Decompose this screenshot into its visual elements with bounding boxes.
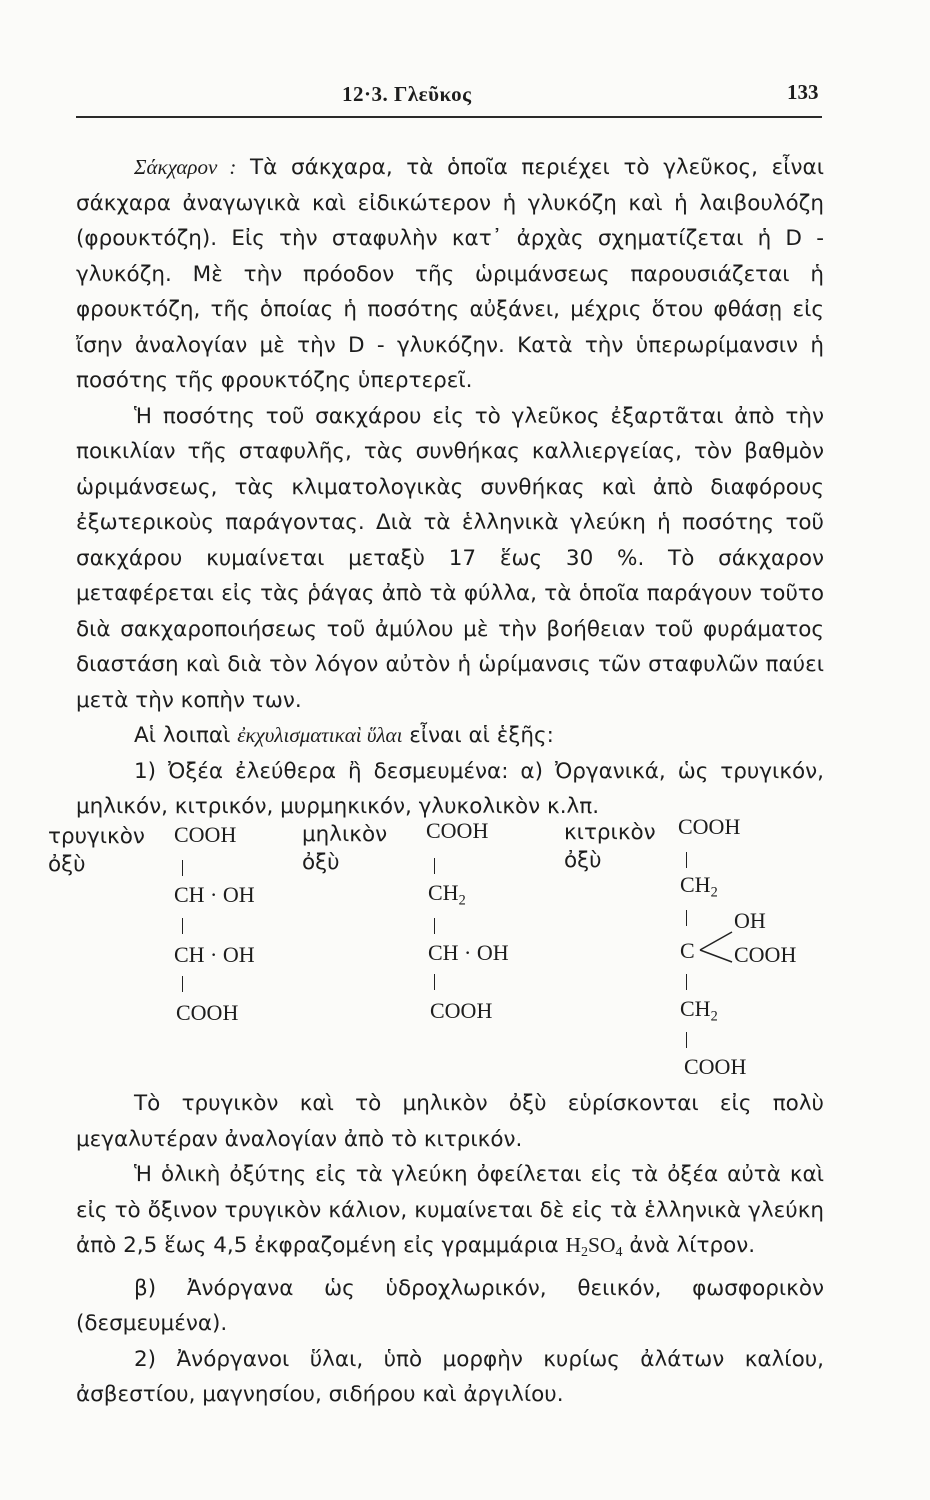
- formula-label: τρυγικὸν: [48, 824, 145, 849]
- formula-group: [680, 872, 718, 905]
- formula-subscript: 4: [615, 1245, 623, 1261]
- paragraph-inorganic-acids: [76, 1271, 824, 1342]
- formula-bond: [686, 910, 687, 926]
- formula-group: CH · OH: [174, 882, 255, 907]
- formula-bond: [182, 976, 183, 992]
- formula-group: COOH: [734, 942, 797, 967]
- page-header: [0, 0, 930, 120]
- formula-label: ὀξὺ: [48, 852, 86, 877]
- body-text-bottom: [76, 1086, 824, 1413]
- formula-label: κιτρικὸν: [564, 820, 656, 845]
- formula-group: CH · OH: [428, 940, 509, 965]
- formula-group: COOH: [430, 998, 493, 1023]
- formula-h2so4: [565, 1233, 623, 1261]
- formula-text: CH: [680, 872, 711, 897]
- formula-bond: [182, 860, 183, 876]
- formula-bond: [686, 974, 687, 990]
- formula-text: H: [565, 1233, 582, 1257]
- paragraph-extract-intro: [76, 718, 824, 754]
- formula-group: OH: [734, 908, 766, 933]
- paragraph-text: Τὸ τρυγικὸν καὶ τὸ μηλικὸν ὀξὺ εὑρίσκονται εἰς πολὺ μεγαλυτέραν ἀναλογίαν ἀπὸ τὸ κιτρικόν.: [76, 1091, 824, 1152]
- structural-formulas: [0, 810, 930, 1080]
- paragraph-italic: ἐκχυλισματικαὶ ὕλαι: [237, 723, 403, 747]
- paragraph-total-acidity: [76, 1157, 824, 1271]
- formula-group: COOH: [684, 1054, 747, 1079]
- formula-text: CH: [680, 996, 711, 1021]
- page-number: 133: [787, 80, 819, 104]
- paragraph-text: Τὰ σάκχαρα, τὰ ὁποῖα περιέχει τὸ γλεῦκος, εἶναι σάκχαρα ἀναγωγικὰ καὶ εἰδικώτερον ἡ γλυκόζη καὶ ἡ λαιβουλόζη (φρουκτόζη). Εἰς τὴν σταφυλὴν κατ᾽ ἀρχὰς σχηματίζεται ἡ D - γλυκόζη. Μὲ τὴν πρόοδον τῆς ὡριμάνσεως παρουσιάζεται ἡ φρουκτόζη, τῆς ὁποίας ἡ ποσότης αὐξάνει, μέχρις ὅτου φθάσῃ εἰς ἴσην ἀναλογίαν μὲ τὴν D - γλυκόζην. Κατὰ τὴν ὑπερωρίμανσιν ἡ ποσότης τῆς φρουκτόζης ὑπερτερεῖ.: [76, 155, 824, 393]
- paragraph-text: Αἱ λοιπαὶ: [134, 723, 238, 748]
- formula-subscript: 2: [710, 884, 718, 901]
- formula-group: [680, 996, 718, 1029]
- paragraph-inorganic-substances: [76, 1342, 824, 1413]
- paragraph-text: 2) Ἀνόργανοι ὕλαι, ὑπὸ μορφὴν κυρίως ἀλάτων καλίου, ἀσβεστίου, μαγνησίου, σιδήρου καὶ ἀργιλίου.: [76, 1346, 824, 1408]
- paragraph-text: ἀνὰ λίτρον.: [622, 1233, 756, 1258]
- formula-text: CH: [428, 880, 459, 905]
- formula-bond: [434, 918, 435, 934]
- formula-group: [428, 880, 466, 913]
- paragraph-sugar-quantity: [76, 399, 824, 719]
- formula-bond: [434, 858, 435, 874]
- formula-group: CH · OH: [174, 942, 255, 967]
- header-rule: [76, 116, 822, 118]
- paragraph-sugar: [76, 150, 824, 399]
- formula-bond: [182, 918, 183, 934]
- paragraph-acid-ratio: [76, 1086, 824, 1157]
- formula-group: COOH: [426, 818, 489, 843]
- formula-label: ὀξὺ: [302, 850, 340, 875]
- formula-branch-bonds: [698, 926, 734, 968]
- paragraph-text: Ἡ ὁλικὴ ὀξύτης εἰς τὰ γλεύκη ὀφείλεται εἰς τὰ ὀξέα αὐτὰ καὶ εἰς τὸ ὄξινον τρυγικὸν κάλιον, κυμαίνεται δὲ εἰς τὰ ἑλληνικὰ γλεύκη ἀπὸ 2,5 ἕως 4,5 ἐκφραζομένη εἰς γραμμάρια: [76, 1162, 824, 1258]
- formula-group: C: [680, 938, 695, 963]
- formula-subscript: 2: [710, 1008, 718, 1025]
- formula-subscript: 2: [581, 1245, 589, 1261]
- formula-group: COOH: [678, 814, 741, 839]
- paragraph-text: εἶναι αἱ ἑξῆς:: [402, 723, 554, 748]
- formula-bond: [686, 852, 687, 868]
- formula-label: ὀξὺ: [564, 848, 602, 873]
- formula-group: COOH: [176, 1000, 239, 1025]
- paragraph-text: β) Ἀνόργανα ὡς ὑδροχλωρικόν, θειικόν, φωσφορικὸν (δεσμευμένα).: [76, 1275, 824, 1337]
- paragraph-lead-italic: Σάκχαρον :: [134, 155, 237, 179]
- formula-bond: [686, 1032, 687, 1048]
- paragraph-text: 1) Ὀξέα ἐλεύθερα ἢ δεσμευμένα: α) Ὀργανικά, ὡς τρυγικόν, μηλικόν, κιτρικόν, μυρμηκικόν, γλυκολικὸν κ.λπ.: [76, 758, 824, 819]
- formula-subscript: 2: [458, 892, 466, 909]
- formula-bond: [434, 974, 435, 990]
- formula-text: SO: [588, 1233, 616, 1257]
- running-title: 12·3. Γλεῦκος: [342, 82, 472, 106]
- body-text-top: [76, 150, 824, 825]
- paragraph-text: Ἡ ποσότης τοῦ σακχάρου εἰς τὸ γλεῦκος ἐξαρτᾶται ἀπὸ τὴν ποικιλίαν τῆς σταφυλῆς, τὰς συνθήκας καλλιεργείας, τὸν βαθμὸν ὡριμάνσεως, τὰς κλιματολογικὰς συνθήκας καὶ ἀπὸ διαφόρους ἐξωτερικοὺς παράγοντας. Διὰ τὰ ἑλληνικὰ γλεύκη ἡ ποσότης τοῦ σακχάρου κυμαίνεται μεταξὺ 17 ἕως 30 %. Τὸ σάκχαρον μεταφέρεται εἰς τὰς ῥάγας ἀπὸ τὰ φύλλα, τὰ ὁποῖα παράγουν τοῦτο διὰ σακχαροποιήσεως τοῦ ἀμύλου μὲ τὴν βοήθειαν τοῦ φυράματος διαστάση καὶ διὰ τὸν λόγον αὐτὸν ἡ ὡρίμανσις τῶν σταφυλῶν παύει μετὰ τὴν κοπὴν των.: [76, 403, 824, 713]
- formula-label: μηλικὸν: [302, 822, 388, 847]
- formula-group: COOH: [174, 822, 237, 847]
